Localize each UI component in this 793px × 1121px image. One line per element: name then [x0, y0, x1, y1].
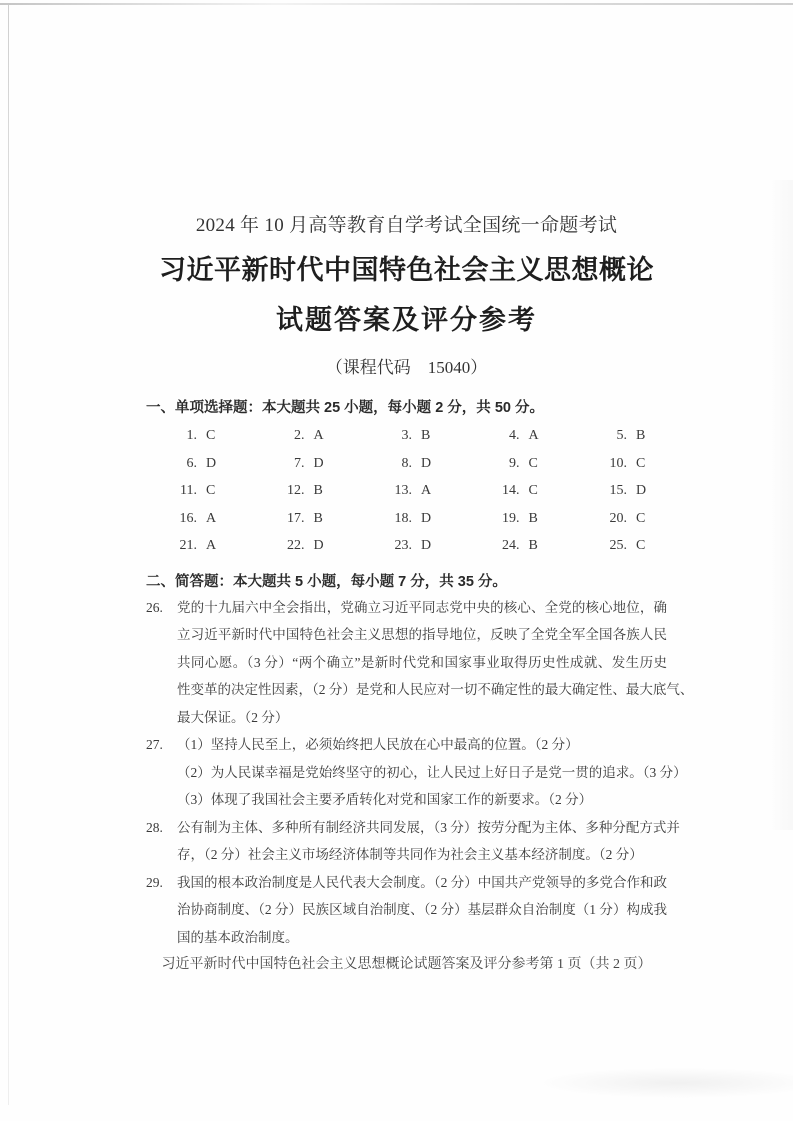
mcq-answer-letter: B	[528, 538, 538, 553]
mcq-answer-17	[258, 505, 366, 533]
mcq-answer-10	[580, 450, 688, 478]
mcq-answer-letter: D	[421, 510, 432, 526]
mcq-answer-21	[150, 532, 258, 560]
mcq-answer-number: 14.	[502, 483, 520, 498]
section-heading-mcq: 一、单项选择题：本大题共 25 小题，每小题 2 分，共 50 分。	[146, 400, 544, 416]
question-number: 28.	[146, 819, 163, 835]
mcq-answer-5	[580, 422, 688, 450]
mcq-answer-number: 21.	[179, 538, 197, 553]
mcq-answer-letter: B	[421, 428, 431, 443]
mcq-answer-number: 9.	[509, 455, 520, 471]
mcq-answer-20	[580, 505, 688, 533]
question-text-line: 公有制为主体、多种所有制经济共同发展，（3 分）按劳分配为主体、多种分配方式并	[177, 819, 680, 835]
mcq-answer-number: 2.	[294, 428, 305, 443]
section-heading-saq: 二、简答题：本大题共 5 小题，每小题 7 分，共 35 分。	[146, 573, 507, 590]
mcq-answer-number: 24.	[502, 538, 520, 553]
question-text-line: 国的基本政治制度。	[177, 929, 299, 945]
mcq-answer-number: 8.	[401, 455, 412, 471]
scan-smudge-bottom	[540, 1068, 793, 1098]
question-text	[177, 814, 680, 869]
mcq-answer-16	[150, 505, 258, 533]
mcq-answer-18	[365, 505, 473, 533]
mcq-answer-8	[365, 450, 473, 478]
question-text-line: 立习近平新时代中国特色社会主义思想的指导地位，反映了全党全军全国各族人民	[177, 627, 667, 642]
mcq-answer-number: 17.	[287, 510, 305, 526]
question-number: 29.	[146, 874, 163, 890]
question-text-line: 性变革的决定性因素，（2 分）是党和人民应对一切不确定性的最大确定性、最大底气、	[177, 682, 694, 697]
mcq-answer-number: 18.	[394, 510, 412, 526]
question-part-3: （3）体现了我国社会主要矛盾转化对党和国家工作的新要求。（2 分）	[177, 792, 593, 807]
mcq-answer-number: 11.	[180, 483, 197, 498]
mcq-answer-9	[473, 450, 581, 478]
mcq-answer-19	[473, 505, 581, 533]
mcq-answer-letter: C	[206, 428, 216, 443]
question-number: 26.	[146, 599, 163, 615]
mcq-answer-number: 4.	[509, 428, 520, 443]
mcq-answer-number: 20.	[609, 510, 627, 526]
mcq-answer-24	[473, 532, 581, 560]
mcq-answer-letter: D	[421, 455, 432, 471]
mcq-answer-number: 12.	[287, 483, 305, 498]
mcq-answer-letter: B	[528, 510, 538, 526]
course-code: （课程代码 15040）	[325, 358, 488, 377]
question-text	[177, 594, 694, 732]
scan-edge-left	[8, 5, 9, 1105]
question-text-line: 最大保证。（2 分）	[177, 709, 289, 725]
question-text-line: 我国的根本政治制度是人民代表大会制度。（2 分）中国共产党领导的多党合作和政	[177, 874, 667, 890]
mcq-answer-12	[258, 477, 366, 505]
mcq-answer-grid	[150, 422, 688, 560]
mcq-answer-22	[258, 532, 366, 560]
question-number: 27.	[146, 737, 163, 752]
mcq-answer-letter: D	[313, 538, 324, 553]
mcq-answer-letter: D	[206, 455, 217, 471]
question-27	[146, 731, 687, 814]
question-text	[177, 731, 687, 814]
question-text	[177, 869, 667, 952]
mcq-answer-number: 19.	[502, 510, 520, 526]
page-footer: 习近平新时代中国特色社会主义思想概论试题答案及评分参考第 1 页（共 2 页）	[161, 957, 652, 972]
mcq-answer-number: 7.	[294, 455, 305, 471]
mcq-answer-letter: D	[636, 483, 647, 498]
question-part-1: （1）坚持人民至上，必须始终把人民放在心中最高的位置。（2 分）	[177, 737, 579, 752]
mcq-answer-4	[473, 422, 581, 450]
mcq-answer-letter: A	[421, 483, 432, 498]
mcq-answer-number: 22.	[287, 538, 305, 553]
mcq-answer-letter: C	[636, 455, 646, 471]
mcq-answer-1	[150, 422, 258, 450]
question-26	[146, 594, 694, 732]
mcq-answer-letter: A	[528, 428, 539, 443]
question-text-line: 治协商制度、（2 分）民族区域自治制度、（2 分）基层群众自治制度（1 分）构成我	[177, 902, 667, 917]
mcq-answer-7	[258, 450, 366, 478]
question-28	[146, 814, 680, 869]
mcq-answer-letter: C	[528, 483, 538, 498]
question-text-line: 共同心愿。（3 分）“两个确立”是新时代党和国家事业取得历史性成就、发生历史	[177, 654, 667, 670]
mcq-answer-letter: A	[313, 428, 324, 443]
mcq-answer-number: 15.	[609, 483, 627, 498]
mcq-answer-letter: D	[313, 455, 324, 471]
mcq-answer-letter: B	[313, 510, 323, 526]
course-title: 习近平新时代中国特色社会主义思想概论	[159, 255, 654, 285]
mcq-answer-letter: B	[636, 428, 646, 443]
mcq-answer-number: 6.	[186, 455, 197, 471]
question-29	[146, 869, 667, 952]
mcq-answer-number: 13.	[394, 483, 412, 498]
doc-title: 试题答案及评分参考	[276, 305, 537, 335]
mcq-answer-number: 10.	[609, 455, 627, 471]
mcq-answer-letter: C	[206, 483, 216, 498]
mcq-answer-number: 1.	[186, 428, 197, 443]
mcq-answer-14	[473, 477, 581, 505]
mcq-answer-letter: A	[206, 510, 217, 526]
question-part-2: （2）为人民谋幸福是党始终坚守的初心，让人民过上好日子是党一贯的追求。（3 分）	[177, 764, 687, 780]
mcq-answer-25	[580, 532, 688, 560]
mcq-answer-number: 16.	[179, 510, 197, 526]
mcq-answer-2	[258, 422, 366, 450]
question-text-line: 党的十九届六中全会指出，党确立习近平同志党中央的核心、全党的核心地位，确	[177, 599, 667, 615]
mcq-answer-number: 3.	[401, 428, 412, 443]
mcq-answer-15	[580, 477, 688, 505]
mcq-answer-letter: C	[636, 510, 646, 526]
mcq-answer-6	[150, 450, 258, 478]
mcq-answer-letter: B	[313, 483, 323, 498]
mcq-answer-letter: C	[636, 538, 646, 553]
scan-smudge-right	[770, 180, 793, 830]
mcq-answer-number: 5.	[616, 428, 627, 443]
mcq-answer-3	[365, 422, 473, 450]
mcq-answer-number: 25.	[609, 538, 627, 553]
mcq-answer-23	[365, 532, 473, 560]
mcq-answer-11	[150, 477, 258, 505]
mcq-answer-letter: D	[421, 538, 432, 553]
question-text-line: 存，（2 分）社会主义市场经济体制等共同作为社会主义基本经济制度。（2 分）	[177, 847, 643, 862]
document-content	[146, 0, 694, 951]
mcq-answer-13	[365, 477, 473, 505]
exam-session-line: 2024 年 10 月高等教育自学考试全国统一命题考试	[195, 215, 618, 236]
mcq-answer-number: 23.	[394, 538, 412, 553]
mcq-answer-letter: A	[206, 538, 217, 553]
mcq-answer-letter: C	[528, 455, 538, 471]
